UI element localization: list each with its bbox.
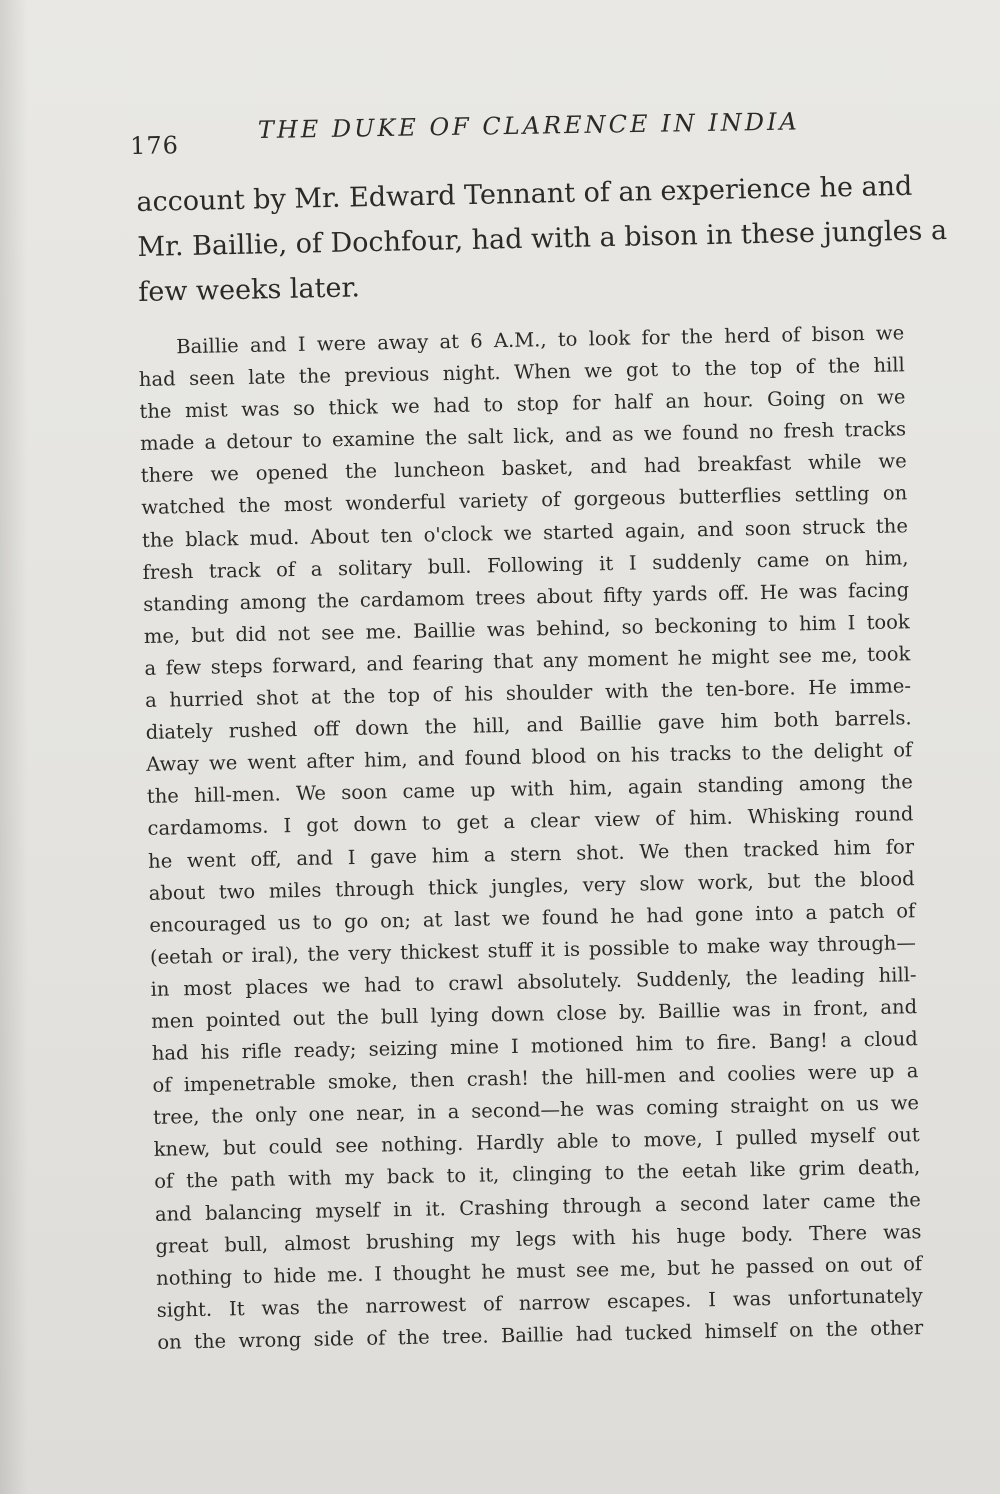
- extract-line: diately rushed off down the hill, and Baillie gave him both barrels.: [145, 706, 912, 745]
- extract-line: he went off, and I gave him a stern shot. We then tracked him for: [147, 834, 915, 873]
- extract-line: and balancing myself in it. Crashing through a second later came the: [154, 1187, 922, 1226]
- extract-line: there we opened the luncheon basket, and had breakfast while we: [140, 449, 907, 488]
- extract-line: great bull, almost brushing my legs with his huge body. There was: [155, 1219, 922, 1258]
- extract-line: fresh track of a solitary bull. Following it I suddenly came on him,: [142, 545, 909, 584]
- page-header: [129, 107, 800, 162]
- intro-line: few weeks later.: [138, 272, 361, 308]
- extract-line: Away we went after him, and found blood on his tracks to the delight of: [146, 738, 913, 777]
- intro-paragraph: [136, 164, 948, 315]
- extract-line: a few steps forward, and fearing that any moment he might see me, took: [144, 642, 911, 680]
- spine-shadow: [0, 0, 28, 1494]
- extract-line: of impenetrable smoke, then crash! the hill-men and coolies were up a: [152, 1059, 919, 1098]
- extract-line: had seen late the previous night. When we got to the top of the hill: [138, 353, 905, 392]
- extract-line: knew, but could see nothing. Hardly able to move, I pulled myself out: [153, 1123, 920, 1162]
- extract-line: the mist was so thick we had to stop for half an hour. Going on we: [139, 385, 906, 424]
- extract-line: standing among the cardamom trees about fifty yards off. He was facing: [143, 577, 910, 616]
- extract-line: men pointed out the bull lying down close by. Baillie was in front, and: [151, 995, 918, 1033]
- extract-line: the black mud. About ten o'clock we started again, and soon struck the: [141, 513, 909, 552]
- extract-line: about two miles through thick jungles, very slow work, but the blood: [148, 866, 915, 905]
- intro-line: Mr. Baillie, of Dochfour, had with a bison in these jungles a: [137, 215, 948, 263]
- intro-line: account by Mr. Edward Tennant of an experience he and: [136, 170, 913, 218]
- extract-line: tree, the only one near, in a second—he was coming straight on us we: [152, 1091, 920, 1130]
- extract-line: Baillie and I were away at 6 A.M., to look for the herd of bison we: [176, 321, 905, 359]
- extract-line: cardamoms. I got down to get a clear view of him. Whisking round: [147, 802, 914, 841]
- extract-line: on the wrong side of the tree. Baillie had tucked himself on the other: [157, 1316, 924, 1354]
- extract-line: encouraged us to go on; at last we found he had gone into a patch of: [149, 898, 916, 937]
- extract-line: made a detour to examine the salt lick, and as we found no fresh tracks: [139, 417, 907, 456]
- extract-line: sight. It was the narrowest of narrow escapes. I was unfortunately: [156, 1283, 923, 1322]
- quoted-extract: [138, 317, 924, 1359]
- extract-line: had his rifle ready; seizing mine I motioned him to fire. Bang! a cloud: [151, 1027, 918, 1065]
- extract-line: me, but did not see me. Baillie was behind, so beckoning to him I took: [143, 610, 910, 648]
- extract-line: a hurried shot at the top of his shoulder with the ten-bore. He imme-: [144, 674, 912, 712]
- extract-line: watched the most wonderful variety of gorgeous butterflies settling on: [141, 481, 908, 520]
- extract-line: nothing to hide me. I thought he must see me, but he passed on out of: [155, 1251, 923, 1290]
- running-title: THE DUKE OF CLARENCE IN INDIA: [257, 107, 800, 144]
- extract-line: in most places we had to crawl absolutely. Suddenly, the leading hill-: [150, 963, 917, 1001]
- extract-line: (eetah or iral), the very thickest stuff it is possible to make way through—: [149, 930, 917, 969]
- page-number: 176: [129, 131, 180, 160]
- extract-line: of the path with my back to it, clinging to the eetah like grim death,: [154, 1155, 921, 1194]
- extract-line: the hill-men. We soon came up with him, again standing among the: [146, 770, 914, 809]
